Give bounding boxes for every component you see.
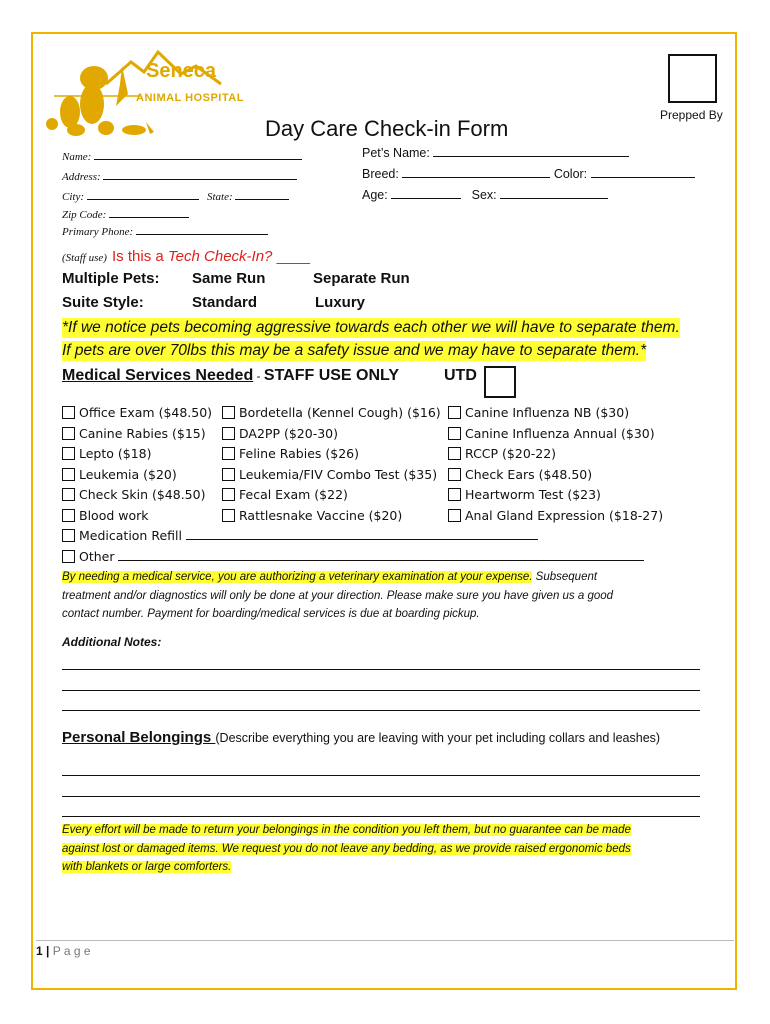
pet-breed-label: Breed: (362, 167, 399, 181)
service-item[interactable] (222, 444, 441, 465)
service-col-3 (448, 403, 663, 526)
belongings-line-1[interactable] (62, 775, 700, 776)
service-label: Heartworm Test ($23) (465, 487, 601, 502)
owner-state-field[interactable] (235, 189, 289, 200)
authorization-line2: treatment and/or diagnostics will only be done at your direction. Please make sure you have given us a good (62, 589, 614, 602)
pet-sex-label: Sex: (471, 188, 497, 202)
service-item[interactable] (222, 465, 441, 486)
service-item-other[interactable] (62, 547, 644, 568)
page-label: P a g e (52, 944, 91, 958)
service-item-medication-refill[interactable] (62, 526, 644, 547)
belongings-description: (Describe everything you are leaving with your pet including collars and leashes) (215, 731, 661, 745)
multiple-pets-same-run[interactable]: Same Run (192, 270, 266, 287)
utd-label: UTD (444, 367, 477, 384)
owner-zip-field[interactable] (109, 207, 189, 218)
page-number (36, 944, 91, 958)
notes-line-2[interactable] (62, 690, 700, 691)
service-label: RCCP ($20-22) (465, 446, 557, 461)
service-item[interactable] (448, 424, 663, 445)
service-label: Feline Rabies ($26) (239, 446, 359, 461)
prepped-by-label: Prepped By (660, 108, 723, 122)
service-label: Canine Rabies ($15) (79, 425, 206, 441)
service-label: Leukemia ($20) (79, 466, 177, 482)
service-checkbox[interactable] (448, 509, 461, 522)
service-checkbox[interactable] (62, 427, 75, 440)
service-checkbox[interactable] (448, 427, 461, 440)
tech-question-text: Is this a (112, 248, 168, 265)
owner-city-label: City: (62, 191, 84, 203)
footer-divider (36, 940, 734, 941)
owner-phone-label: Primary Phone: (62, 226, 134, 238)
authorization-rest: Subsequent (532, 571, 598, 583)
tech-check-in-row (62, 246, 310, 265)
service-checkbox[interactable] (62, 468, 75, 481)
owner-name-row (62, 149, 302, 163)
pet-color-label: Color: (553, 167, 588, 181)
disclaimer-line: Every effort will be made to return your belongings in the condition you left them, but no guarantee can be made (62, 824, 631, 836)
service-item[interactable] (448, 444, 663, 465)
owner-name-field[interactable] (94, 149, 302, 160)
owner-name-label: Name: (62, 151, 92, 163)
service-label: Canine Influenza Annual ($30) (465, 425, 655, 441)
service-item[interactable] (448, 465, 663, 486)
service-label: Check Skin ($48.50) (79, 487, 206, 502)
pet-name-field[interactable] (433, 146, 629, 157)
service-checkbox[interactable] (62, 529, 75, 542)
owner-state-label: State: (207, 191, 233, 203)
service-checkbox[interactable] (222, 427, 235, 440)
service-checkbox[interactable] (222, 468, 235, 481)
disclaimer-line: against lost or damaged items. We request you do not leave any bedding, as we provide raised ergonomic beds (62, 842, 631, 855)
owner-phone-row (62, 224, 268, 238)
pet-age-row (362, 188, 608, 202)
service-label: Anal Gland Expression ($18-27) (465, 507, 664, 523)
tech-question-emph: Tech Check-In? (167, 248, 273, 265)
logo (36, 44, 256, 140)
aggression-warning-line1: *If we notice pets becoming aggressive towards each other we will have to separate them. (62, 319, 680, 336)
service-checkbox[interactable] (222, 488, 235, 501)
medical-heading-sep: - (253, 369, 264, 383)
service-checkbox[interactable] (222, 447, 235, 460)
page-number-sep: | (42, 944, 53, 958)
belongings-line-2[interactable] (62, 796, 700, 797)
owner-city-row (62, 189, 289, 203)
medical-services-heading (62, 367, 399, 385)
service-label: Medication Refill (79, 528, 182, 543)
owner-zip-row (62, 207, 189, 221)
service-item[interactable] (222, 403, 441, 424)
service-checkbox[interactable] (62, 488, 75, 501)
pet-breed-row (362, 167, 695, 181)
aggression-warning-line2: If pets are over 70lbs this may be a safety issue and we may have to separate them.* (62, 342, 647, 359)
service-checkbox[interactable] (448, 488, 461, 501)
utd-checkbox[interactable] (484, 366, 516, 398)
owner-address-field[interactable] (103, 169, 297, 180)
service-label: Fecal Exam ($22) (239, 487, 348, 502)
notes-line-3[interactable] (62, 710, 700, 711)
service-item[interactable] (222, 506, 441, 527)
owner-city-field[interactable] (87, 189, 199, 200)
owner-zip-label: Zip Code: (62, 209, 107, 221)
multiple-pets-label: Multiple Pets: (62, 270, 160, 287)
service-checkbox[interactable] (448, 406, 461, 419)
service-item[interactable] (448, 485, 663, 506)
prepped-by-box[interactable] (668, 54, 717, 103)
service-label: Office Exam ($48.50) (79, 405, 213, 420)
additional-notes-label: Additional Notes: (62, 635, 162, 649)
authorization-line3: contact number. Payment for boarding/medical services is due at boarding pickup. (62, 608, 480, 620)
disclaimer-line: with blankets or large comforters. (62, 861, 232, 873)
suite-style-luxury[interactable]: Luxury (315, 294, 366, 311)
personal-belongings-heading (62, 729, 660, 747)
multiple-pets-separate-run[interactable]: Separate Run (313, 270, 410, 287)
tech-check-in-field[interactable]: ____ (276, 248, 310, 265)
service-label: Lepto ($18) (79, 446, 152, 461)
service-checkbox[interactable] (222, 406, 235, 419)
service-label: Bordetella (Kennel Cough) ($16) (239, 405, 441, 420)
staff-use-label: (Staff use) (62, 252, 107, 264)
service-checkbox[interactable] (62, 406, 75, 419)
other-service-field[interactable] (118, 550, 644, 561)
owner-address-row (62, 169, 297, 183)
service-item[interactable] (222, 424, 441, 445)
authorization-highlight: By needing a medical service, you are authorizing a veterinary examination at your expense. (62, 571, 533, 583)
belongings-heading-text: Personal Belongings (62, 729, 216, 746)
pet-name-label: Pet’s Name: (362, 146, 430, 160)
service-label: Check Ears ($48.50) (465, 466, 593, 482)
page-number-value: 1 (36, 944, 43, 958)
service-item[interactable] (448, 506, 663, 527)
pet-age-label: Age: (362, 188, 388, 202)
tech-check-in-question (112, 248, 310, 265)
service-checkbox[interactable] (62, 447, 75, 460)
service-label: Blood work (79, 507, 149, 523)
belongings-line-3[interactable] (62, 816, 700, 817)
service-label: DA2PP ($20-30) (239, 425, 338, 441)
service-label: Other (79, 548, 115, 564)
owner-phone-field[interactable] (136, 224, 268, 235)
service-checkbox[interactable] (62, 509, 75, 522)
staff-only-label: STAFF USE ONLY (263, 367, 400, 384)
service-label: Rattlesnake Vaccine ($20) (239, 507, 403, 523)
medical-heading-text: Medical Services Needed (62, 367, 254, 384)
pet-age-field[interactable] (391, 188, 461, 199)
notes-line-1[interactable] (62, 669, 700, 670)
medication-refill-field[interactable] (186, 529, 538, 540)
service-checkbox[interactable] (448, 447, 461, 460)
pet-color-field[interactable] (591, 167, 695, 178)
service-item[interactable] (448, 403, 663, 424)
service-col-2 (222, 403, 441, 526)
logo-name: Seneca (146, 60, 217, 82)
pet-sex-field[interactable] (500, 188, 608, 199)
service-checkbox[interactable] (62, 550, 75, 563)
logo-subtitle: ANIMAL HOSPITAL (136, 92, 244, 104)
owner-address-label: Address: (62, 171, 101, 183)
pet-name-row (362, 146, 629, 160)
authorization-text (62, 568, 613, 624)
service-checkbox[interactable] (448, 468, 461, 481)
belongings-disclaimer (62, 821, 631, 877)
page-title: Day Care Check-in Form (265, 116, 509, 141)
service-label: Leukemia/FIV Combo Test ($35) (239, 466, 438, 482)
pet-breed-field[interactable] (402, 167, 550, 178)
suite-style-label: Suite Style: (62, 294, 144, 311)
service-item[interactable] (222, 485, 441, 506)
service-checkbox[interactable] (222, 509, 235, 522)
service-label: Canine Influenza NB ($30) (465, 405, 630, 420)
suite-style-standard[interactable]: Standard (192, 294, 258, 311)
